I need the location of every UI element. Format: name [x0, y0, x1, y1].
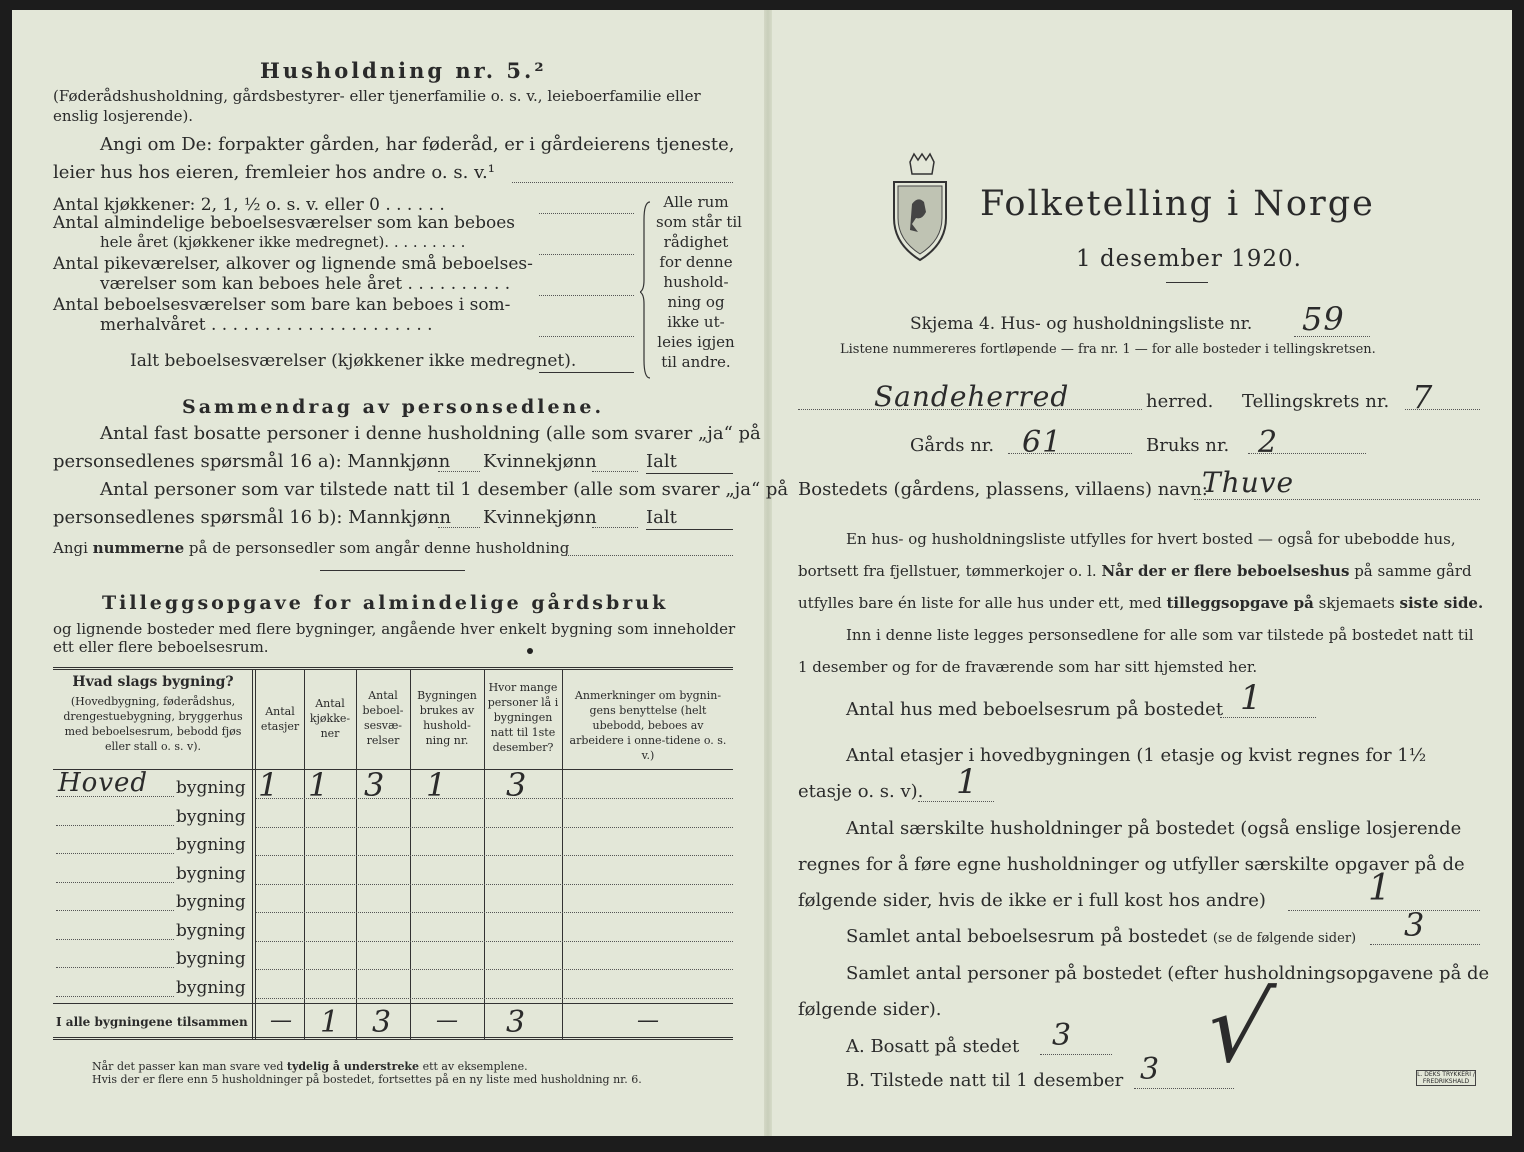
total-persons: 3	[506, 1005, 527, 1040]
coat-of-arms-icon	[888, 152, 952, 264]
herred-label: herred.	[1146, 391, 1214, 412]
page-fold	[764, 10, 772, 1136]
row-kitchens: 1	[308, 766, 330, 804]
hush-1: Antal særskilte husholdninger på bostedet (også enslige losjerende	[846, 818, 1462, 839]
total-household: —	[436, 1008, 459, 1033]
row-type-prefix: Hoved	[58, 768, 149, 798]
etasjer-label-2: etasje o. s. v).	[798, 781, 924, 802]
rooms-ordinary-2: hele året (kjøkkener ikke medregnet). . . . . . . . .	[100, 233, 466, 251]
hush-3: følgende sider, hvis de ikke er i full kost hos andre)	[798, 890, 1266, 911]
angi-line-1: Angi om De: forpakter gården, har føderåd, er i gårdeierens tjeneste,	[100, 134, 735, 155]
rooms-maid-1: Antal pikeværelser, alkover og lignende små beboelses-	[53, 254, 533, 274]
household-title: Husholdning nr. 5.²	[260, 58, 547, 83]
col-persons: Hvor mange personer lå i bygningen natt til 1ste desember?	[487, 681, 559, 754]
info-3: utfylles bare én liste for alle hus under ett, med tilleggsopgave på skjemaets siste side.	[798, 594, 1484, 612]
krets-label: Tellingskrets nr.	[1242, 391, 1390, 412]
total-rooms: 3	[372, 1005, 393, 1040]
rum-value: 3	[1404, 906, 1426, 944]
col-building-type-sub: (Hovedbygning, føderådshus, drengestuebygning, bryggerhus med beboelsesrum, bebodd fjøs eller stall o. s. v).	[63, 695, 243, 753]
rum-label: Samlet antal beboelsesrum på bostedet (se de følgende sider)	[846, 926, 1357, 947]
skjema-value: 59	[1302, 300, 1345, 338]
herred-value: Sandeherred	[874, 380, 1070, 413]
summary-b-ialt: Ialt	[646, 507, 677, 528]
col-remarks: Anmerkninger om bygnin-gens benyttelse (helt ubebodd, beboes av arbeidere i onne-tidene o. s. v.)	[569, 689, 727, 762]
ink-dot	[527, 648, 533, 654]
row-type-label: bygning	[176, 892, 246, 912]
summary-title: Sammendrag av personsedlene.	[182, 396, 605, 418]
bosatt-label: A. Bosatt på stedet	[846, 1036, 1020, 1057]
rooms-ordinary-1: Antal almindelige beboelsesværelser som kan beboes	[53, 213, 515, 233]
gards-label: Gårds nr.	[910, 435, 995, 456]
total-label: I alle bygningene tilsammen	[56, 1015, 248, 1029]
census-sheet	[12, 10, 1512, 1136]
main-title: Folketelling i Norge	[980, 184, 1375, 224]
summary-b-kvinne: Kvinnekjønn	[483, 507, 597, 528]
row-type-label: bygning	[176, 835, 246, 855]
row-type-label: bygning	[176, 920, 246, 941]
row-persons: 3	[506, 766, 528, 804]
row-type-label: bygning	[176, 778, 246, 798]
rooms-summer-1: Antal beboelsesværelser som bare kan beboes i som-	[53, 295, 511, 315]
bosted-label: Bostedets (gårdens, plassens, villaens) navn:	[798, 479, 1208, 500]
col-rooms: Antal beboel-sesvæ-relser	[362, 689, 404, 747]
household-note: (Føderådshusholdning, gårdsbestyrer- eller tjenerfamilie o. s. v., leieboerfamilie eller enslig losjerende).	[53, 87, 701, 125]
etasjer-label: Antal etasjer i hovedbygningen (1 etasje og kvist regnes for 1½	[846, 745, 1427, 766]
angi-nummer: Angi nummerne på de personsedler som angår denne husholdning	[53, 539, 570, 557]
brace-icon	[640, 200, 654, 380]
bosatt-value: 3	[1052, 1018, 1073, 1053]
info-5: 1 desember og for de fraværende som har sitt hjemsted her.	[798, 658, 1258, 676]
printer-stamp: L. DEKS TRYKKERI / FREDRIKSHALD	[1417, 1071, 1475, 1085]
total-floors: —	[270, 1008, 293, 1033]
col-household: Bygningen brukes av hushold-ning nr.	[417, 689, 477, 747]
row-type-label: bygning	[176, 949, 246, 969]
supplement-title: Tilleggsopgave for almindelige gårdsbruk	[102, 592, 669, 614]
angi-line-2: leier hus hos eieren, fremleier hos andre o. s. v.¹	[53, 162, 495, 183]
hush-2: regnes for å føre egne husholdninger og utfyller særskilte opgaver på de	[798, 854, 1465, 875]
row-type-label: bygning	[176, 806, 246, 827]
pers-1: Samlet antal personer på bostedet (efter husholdningsopgavene på de	[846, 963, 1490, 984]
rooms-kitchens: Antal kjøkkener: 2, 1, ½ o. s. v. eller 0 . . . . . .	[53, 195, 445, 215]
supplement-note-2: ett eller flere beboelsesrum.	[53, 638, 269, 656]
total-remarks: —	[637, 1008, 660, 1033]
info-4: Inn i denne liste legges personsedlene for alle som var tilstede på bostedet natt til	[846, 626, 1474, 644]
bosted-value: Thuve	[1202, 466, 1295, 499]
supplement-note-1: og lignende bosteder med flere bygninger, angående hver enkelt bygning som inneholder	[53, 620, 736, 638]
krets-value: 7	[1412, 378, 1434, 416]
rooms-total: Ialt beboelsesværelser (kjøkkener ikke medregnet).	[130, 351, 577, 371]
footnote-1: Når det passer kan man svare ved tydelig å understreke ett av eksemplene.	[92, 1060, 528, 1073]
rooms-maid-2: værelser som kan beboes hele året . . . . . . . . . .	[100, 274, 511, 294]
total-kitchens: 1	[320, 1005, 341, 1040]
tilstede-label: B. Tilstede natt til 1 desember	[846, 1070, 1124, 1091]
summary-a-1: Antal fast bosatte personer i denne husholdning (alle som svarer „ja“ på	[100, 423, 761, 444]
row-type-label: bygning	[176, 863, 246, 884]
check-mark-icon: √	[1198, 972, 1281, 1084]
row-rooms: 3	[364, 766, 386, 804]
pers-2: følgende sider).	[798, 999, 942, 1020]
col-floors: Antal etasjer	[260, 705, 300, 733]
side-note: Alle rum som står til rådighet for denne hushold- ning og ikke ut- leies igjen til andre.	[656, 193, 742, 371]
info-1: En hus- og husholdningsliste utfylles for hvert bosted — også for ubebodde hus,	[846, 530, 1456, 548]
row-floors: 1	[258, 766, 280, 804]
bruks-value: 2	[1258, 425, 1279, 460]
listene-note: Listene nummereres fortløpende — fra nr. 1 — for alle bosteder i tellingskretsen.	[840, 342, 1376, 357]
info-2: bortsett fra fjellstuer, tømmerkojer o. l. Når der er flere beboelseshus på samme gård	[798, 562, 1472, 580]
hush-value: 1	[1368, 868, 1392, 909]
col-kitchens: Antal kjøkke-ner	[309, 697, 351, 740]
etasjer-value: 1	[956, 762, 979, 802]
summary-b-1: Antal personer som var tilstede natt til 1 desember (alle som svarer „ja“ på	[100, 479, 789, 500]
summary-b-2: personsedlenes spørsmål 16 b): Mannkjønn	[53, 507, 452, 528]
summary-a-2: personsedlenes spørsmål 16 a): Mannkjønn	[53, 451, 451, 472]
tilstede-value: 3	[1140, 1052, 1161, 1087]
angi-answer-line	[512, 182, 733, 183]
gards-value: 61	[1022, 425, 1063, 460]
hus-value: 1	[1240, 678, 1263, 718]
rooms-summer-2: merhalvåret . . . . . . . . . . . . . . . . . . . . .	[100, 315, 433, 335]
summary-a-ialt: Ialt	[646, 451, 677, 472]
skjema-label: Skjema 4. Hus- og husholdningsliste nr.	[910, 314, 1253, 334]
census-date: 1 desember 1920.	[1076, 246, 1302, 272]
hus-label: Antal hus med beboelsesrum på bostedet	[846, 699, 1224, 720]
row-household: 1	[426, 766, 448, 804]
bruks-label: Bruks nr.	[1146, 435, 1230, 456]
footnote-2: Hvis der er flere enn 5 husholdninger på bostedet, fortsettes på en ny liste med husholdning nr. 6.	[92, 1073, 642, 1086]
summary-a-kvinne: Kvinnekjønn	[483, 451, 597, 472]
col-building-type-title: Hvad slags bygning?	[72, 674, 234, 690]
row-type-label: bygning	[176, 977, 246, 998]
